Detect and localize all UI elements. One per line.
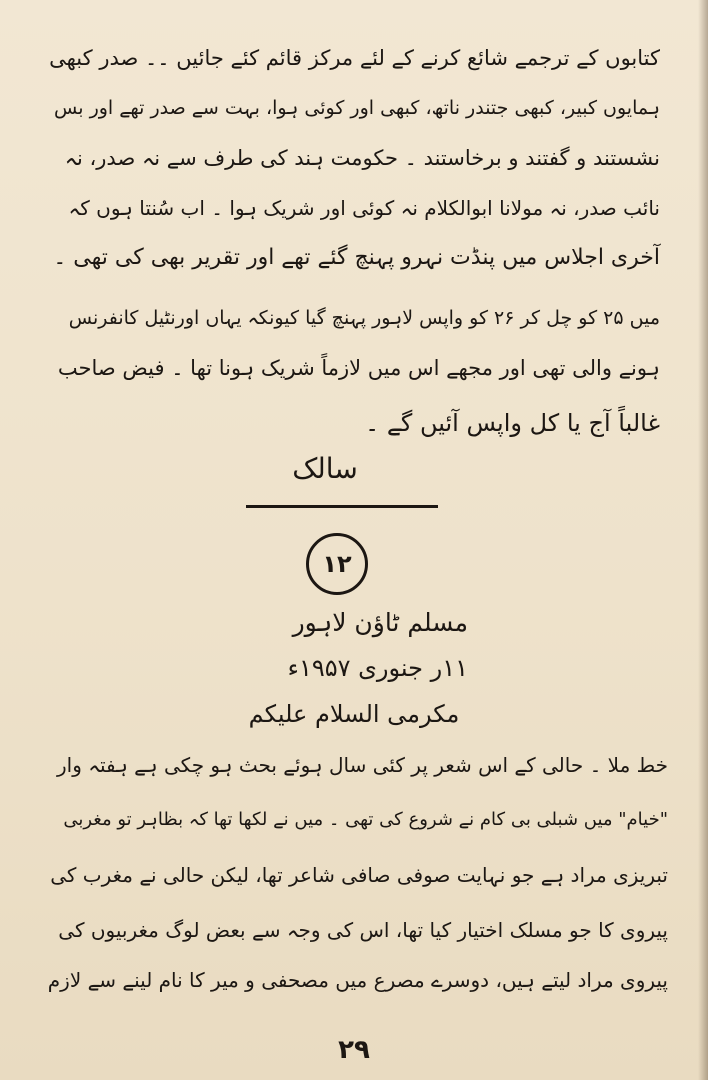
letter-date: ۱۱ر جنوری ۱۹۵۷ء [287,654,468,682]
letter-end-line: آخری اجلاس میں پنڈت نہرو پہنچ گئے تھے اور تقریر بھی کی تھی ۔ [53,245,660,270]
letter-body-line: تبریزی مراد ہے جو نہایت صوفی صافی شاعر تھا، لیکن حالی نے مغرب کی [50,863,668,887]
letter-end-line: غالباً آج یا کل واپس آئیں گے ۔ [365,409,660,437]
letter-body-line: پیروی کا جو مسلک اختیار کیا تھا، اس کی وجہ سے بعض لوگ مغربیوں کی [58,918,668,942]
letter-end-line: نشستند و گفتند و برخاستند ۔ حکومت ہند کی طرف سے نہ صدر، نہ [64,146,660,170]
page-edge-shadow [698,0,708,1080]
letter-body-line: پیروی مراد لیتے ہیں، دوسرے مصرع میں مصحفی و میر کا نام لینے سے لازم [47,968,668,992]
page-number: ۲۹ [338,1035,370,1065]
salutation: مکرمی السلام علیکم [248,700,460,728]
section-divider [246,505,438,508]
letter-end-line: نائب صدر، نہ مولانا ابوالکلام نہ کوئی اور شریک ہوا ۔ اب سُنتا ہوں کہ [68,196,660,220]
letter-end-line: ہمایوں کبیر، کبھی جتندر ناتھ، کبھی اور کوئی ہوا، بہت سے صدر تھے اور بس [54,97,660,119]
letter-number-badge [306,533,368,595]
letter-body-line: خط ملا ۔ حالی کے اس شعر پر کئی سال ہوئے بحث ہو چکی ہے ہفتہ وار [57,753,668,777]
letter-end-line: ہونے والی تھی اور مجھے اس میں لازماً شریک ہونا تھا ۔ فیض صاحب [57,356,660,380]
letter-body-line: "خیام" میں شبلی بی کام نے شروع کی تھی ۔ میں نے لکھا تھا کہ بظاہر تو مغربی [63,809,668,830]
letter-end-line: میں ۲۵ کو چل کر ۲۶ کو واپس لاہور پہنچ گیا کیونکہ یہاں اورنٹیل کانفرنس [68,307,660,329]
letter-number: ۱۲ [322,550,352,578]
signature: سالک [292,452,358,485]
letter-end-line: کتابوں کے ترجمے شائع کرنے کے لئے مرکز قائم کئے جائیں ۔۔ صدر کبھی [49,46,660,70]
letter-place: مسلم ٹاؤن لاہور [292,608,468,637]
